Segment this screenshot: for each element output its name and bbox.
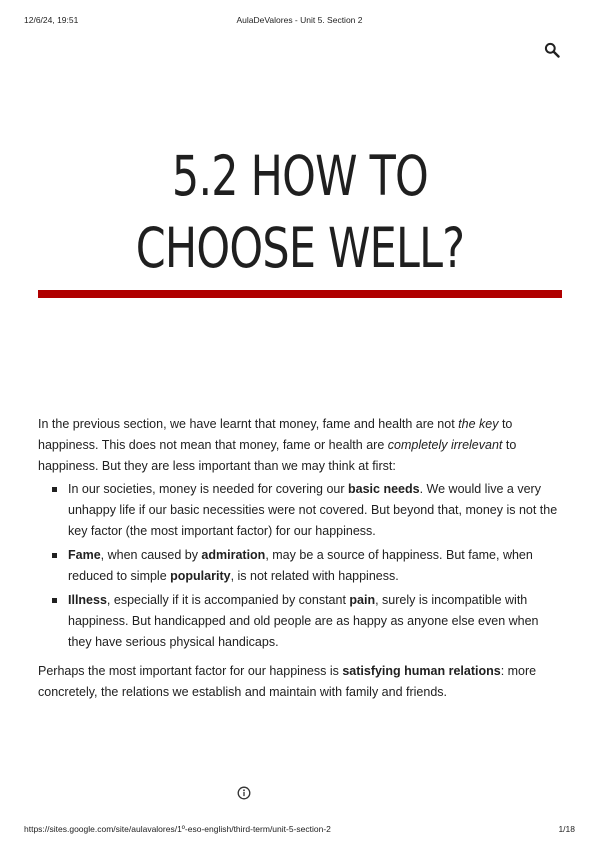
title-divider	[38, 290, 562, 298]
page-title: 5.2 HOW TO CHOOSE WELL?	[135, 144, 465, 280]
intro-paragraph: In the previous section, we have learnt that money, fame and health are not the key to happiness. This does not mean that money, fame or health are completely irrelevant to happiness. But they are less important than we may think at first:	[38, 417, 517, 473]
print-footer	[24, 824, 575, 836]
main-content	[38, 414, 562, 703]
conclusion-paragraph: Perhaps the most important factor for our happiness is satisfying human relations: more concretely, the relations we establish and maintain with family and friends.	[38, 664, 537, 699]
page-number: 1/18	[558, 824, 575, 834]
print-datetime: 12/6/24, 19:51	[24, 15, 79, 25]
info-icon[interactable]	[237, 786, 251, 800]
page-url: https://sites.google.com/site/aulavalores/1º-eso-english/third-term/unit-5-section-2	[24, 824, 331, 834]
factors-list	[38, 479, 562, 653]
print-document-title: AulaDeValores - Unit 5. Section 2	[236, 15, 363, 25]
search-icon[interactable]	[544, 42, 560, 58]
list-item-money: In our societies, money is needed for covering our basic needs. We would live a very unhappy life if our basic necessities were not covered. But beyond that, money is not the key factor (the most important factor) for our happiness.	[68, 479, 562, 542]
list-item-fame: Fame, when caused by admiration, may be a source of happiness. But fame, when reduced to simple popularity, is not related with happiness.	[68, 545, 562, 587]
list-item-illness: Illness, especially if it is accompanied by constant pain, surely is incompatible with happiness. But handicapped and old people are as happy as anyone else even when they have serious physical handicaps.	[68, 590, 562, 653]
print-header	[24, 15, 575, 27]
